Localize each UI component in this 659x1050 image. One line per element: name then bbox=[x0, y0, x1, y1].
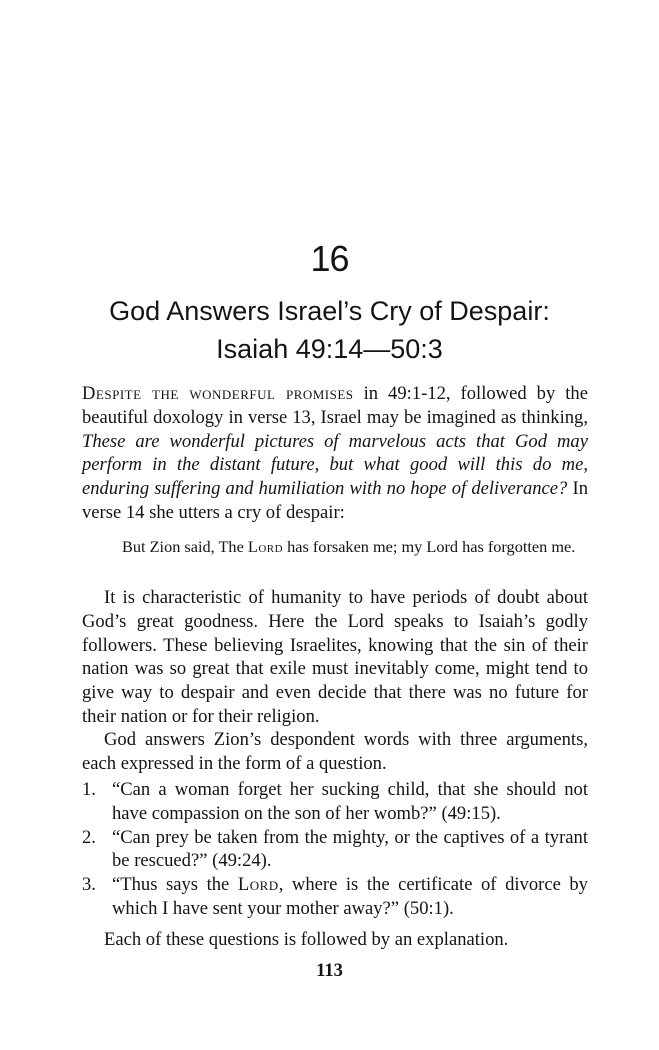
list-item-text-before: “Thus says the bbox=[112, 874, 238, 896]
list-item-number: 2. bbox=[82, 826, 96, 848]
chapter-number: 16 bbox=[310, 238, 349, 279]
intro-text-b: In verse 14 she utters a cry of despair: bbox=[82, 478, 589, 523]
list-item-text-after: , where is the certificate of divorce by which I have sent your mother away?” (50:1). bbox=[112, 874, 588, 919]
chapter-title bbox=[0, 292, 659, 368]
paragraph-arguments: God answers Zion’s despondent words with three arguments, each expressed in the form of a question. bbox=[82, 729, 588, 774]
intro-paragraph bbox=[82, 382, 588, 525]
lead-in-smallcaps: Despite the wonderful promises bbox=[82, 383, 354, 404]
list-item-text: “Can a woman forget her sucking child, that she should not have compassion on the son of her womb?” (49:15). bbox=[112, 779, 588, 824]
list-item-text: “Can prey be taken from the mighty, or the captives of a tyrant be rescued?” (49:24). bbox=[112, 826, 588, 872]
list-item-number: 3. bbox=[82, 874, 96, 896]
question-list bbox=[82, 778, 588, 921]
intro-italic-thought: These are wonderful pictures of marvelous acts that God may perform in the distant future, but what good will this do me, enduring suffering and humiliation with no hope of deliverance? bbox=[82, 430, 588, 500]
list-item-number: 1. bbox=[82, 779, 96, 800]
list-item bbox=[82, 778, 588, 826]
list-item-text bbox=[112, 873, 588, 921]
closing-sentence: Each of these questions is followed by an explanation. bbox=[104, 929, 509, 950]
quote-before: But Zion said, The bbox=[122, 537, 248, 556]
page-number: 113 bbox=[316, 960, 343, 981]
paragraph-doubt: It is characteristic of humanity to have periods of doubt about God’s great goodness. Here the Lord speaks to Isaiah’s godly followers. These believing Israelites, knowing that the sin of their nation was so great that exile must inevitably come, might tend to give way to despair and even decide that there was no future for their nation or for their religion. bbox=[82, 587, 588, 727]
chapter-title-line-1: God Answers Israel’s Cry of Despair: bbox=[109, 296, 550, 326]
list-item bbox=[82, 826, 588, 874]
list-item bbox=[82, 873, 588, 921]
scripture-quote bbox=[122, 536, 588, 558]
chapter-title-line-2: Isaiah 49:14—50:3 bbox=[216, 334, 443, 364]
list-item-lord: Lord bbox=[237, 874, 279, 896]
quote-lord: Lord bbox=[247, 537, 284, 556]
intro-text-a: in 49:1-12, followed by the beautiful doxology in verse 13, Israel may be imagined as thinking, bbox=[82, 383, 588, 428]
quote-after: has forsaken me; my Lord has forgotten me. bbox=[283, 537, 576, 556]
